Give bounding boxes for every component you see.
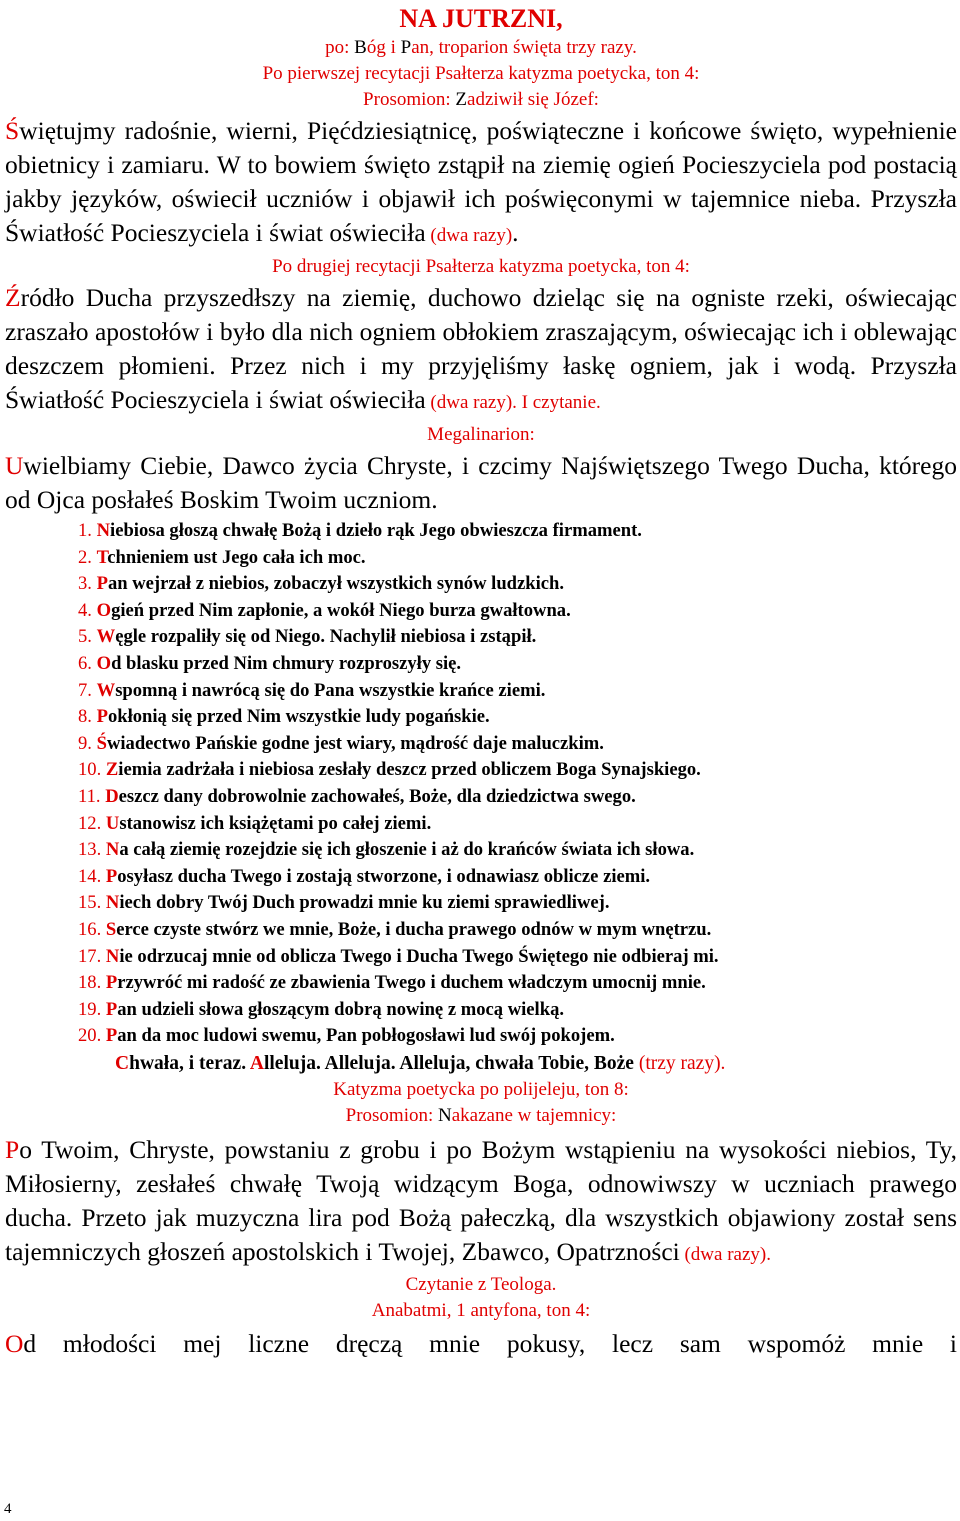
verse-text: an wejrzał z niebios, zobaczył wszystkich synów ludzkich.: [107, 573, 565, 595]
verse-initial: S: [105, 918, 117, 940]
psalm-verse: [78, 678, 957, 705]
anabathmoi-rubric: Anabatmi, 1 antyfona, ton 4:: [371, 1299, 591, 1321]
kathisma1-text: Świętujmy radośnie, wierni, Pięćdziesiątnicę, poświąteczne i końcowe święto, wypełnienie obietnicy i zamiaru. W to bowiem święto zstąpił na ziemię ogień Pocieszyciela pod postacią jakby języków, oświecił uczniów i objawił ich poświęconymi w tajemnice nieba. Przyszła Światłość Pocieszyciela i świat oświeciła (dwa razy).: [5, 116, 957, 247]
drop-initial: Ź: [5, 283, 21, 312]
psalm-verse: [78, 598, 957, 625]
verse-number: 20.: [78, 1025, 106, 1047]
verse-initial: W: [96, 679, 116, 701]
verse-number: 16.: [78, 918, 106, 940]
verse-text: erce czyste stwórz we mnie, Boże, i ducha prawego odnów w mym wnętrzu.: [116, 918, 712, 940]
verse-text: eszcz dany dobrowolnie zachowałeś, Boże, dla dziedzictwa swego.: [118, 785, 636, 807]
verse-initial: O: [96, 599, 112, 621]
megalinarion-rubric: Megalinarion:: [427, 424, 535, 445]
psalm-verse: [78, 757, 957, 784]
verse-text: osyłasz ducha Twego i zostają stworzone, i odnawiasz oblicze ziemi.: [117, 865, 651, 887]
verse-number: 1.: [78, 520, 97, 541]
verse-text: a całą ziemię rozejdzie się ich głoszenie i aż do krańców świata ich słowa.: [119, 839, 695, 861]
verse-initial: W: [96, 626, 116, 648]
verse-number: 8.: [78, 706, 97, 728]
verse-text: d blasku przed Nim chmury rozproszyły się.: [111, 652, 462, 674]
verse-number: 2.: [78, 546, 97, 568]
psalm-verse: [78, 917, 957, 944]
psalm-verses: [5, 518, 957, 1050]
psalm-verse: [78, 571, 957, 598]
drop-initial: P: [5, 1134, 20, 1164]
verse-text: ęgle rozpaliły się od Niego. Nachylił niebiosa i zstąpił.: [115, 626, 537, 648]
verse-initial: Z: [105, 759, 119, 781]
psalm-verse: [78, 624, 957, 651]
verse-text: wiadectwo Pańskie godne jest wiary, mądrość daje maluczkim.: [106, 732, 604, 754]
psalm-verse: [78, 970, 957, 997]
psalm-verse: [78, 837, 957, 864]
psalm-verse: [78, 651, 957, 678]
verse-text: an udzieli słowa głoszącym dobrą nowinę z mocą wielką.: [117, 998, 565, 1020]
verse-initial: P: [96, 573, 108, 595]
verse-initial: O: [96, 652, 112, 674]
verse-number: 7.: [78, 679, 97, 701]
verse-initial: N: [105, 892, 120, 914]
verse-number: 14.: [78, 865, 106, 887]
kathisma1-prosomion: Prosomion: Zadziwił się Józef:: [363, 89, 599, 110]
psalm-verse: [78, 1023, 957, 1050]
troparion-rubric: po: Bóg i Pan, troparion święta trzy razy.: [325, 37, 637, 58]
verse-number: 15.: [78, 892, 106, 914]
verse-text: chnieniem ust Jego cała ich moc.: [107, 546, 366, 568]
verse-number: 3.: [78, 573, 97, 595]
verse-initial: T: [96, 546, 108, 568]
verse-number: 17.: [78, 945, 106, 967]
verse-initial: N: [105, 945, 120, 967]
verse-number: 13.: [78, 839, 106, 861]
kathisma3-prosomion: Prosomion: Nakazane w tajemnicy:: [345, 1104, 617, 1126]
verse-number: 18.: [78, 972, 106, 994]
verse-number: 19.: [78, 998, 106, 1020]
verse-text: ie odrzucaj mnie od oblicza Twego i Ducha Twego Świętego nie odbieraj mi.: [119, 945, 719, 967]
refrain: Przyszła Światłość Pocieszyciela i świat oświeciła: [5, 351, 957, 414]
anabathmoi-text: Od młodości mej liczne dręczą mnie pokusy, lecz sam wspomóż mnie i: [5, 1328, 957, 1358]
verse-number: 6.: [78, 652, 97, 674]
kathisma1-rubric: Po pierwszej recytacji Psałterza katyzma poetycka, ton 4:: [262, 63, 700, 84]
psalm-verse: [78, 704, 957, 731]
psalm-verse: [78, 545, 957, 572]
verse-initial: P: [105, 998, 118, 1020]
verse-initial: D: [105, 785, 119, 807]
verse-text: stanowisz ich książętami po całej ziemi.: [119, 812, 432, 834]
document-page: [5, 0, 957, 1361]
gloria-line: Chwała, i teraz. Alleluja. Alleluja. Alleluja, chwała Tobie, Boże (trzy razy).: [115, 1052, 726, 1074]
verse-text: iemia zadrżała i niebiosa zesłały deszcz przed obliczem Boga Synajskiego.: [118, 759, 701, 781]
psalm-verse: [78, 518, 957, 545]
verse-number: 5.: [78, 626, 97, 648]
psalm-verse: [78, 944, 957, 971]
verse-text: okłonią się przed Nim wszystkie ludy pogańskie.: [107, 706, 490, 728]
verse-number: 10.: [78, 759, 106, 781]
verse-text: rzywróć mi radość ze zbawienia Twego i duchem władczym umocnij mnie.: [117, 972, 706, 994]
psalm-verse: [78, 731, 957, 758]
verse-initial: N: [105, 839, 120, 861]
psalm-verse: [78, 784, 957, 811]
verse-number: 9.: [78, 732, 97, 754]
psalm-verse: [78, 864, 957, 891]
verse-text: an da moc ludowi swemu, Pan pobłogosławi lud swój pokojem.: [117, 1025, 615, 1047]
verse-text: gień przed Nim zapłonie, a wokół Niego burza gwałtowna.: [111, 599, 571, 621]
psalm-verse: [78, 811, 957, 838]
kathisma3-text: Po Twoim, Chryste, powstaniu z grobu i po Bożym wstąpieniu na wysokości niebios, Ty, Miłosierny, zesłałeś chwałę Twoją widzącym Boga, odnowiwszy w uczniach prawego ducha. Przeto jak muzyczna lira pod Bożą pałeczką, dla wszystkich objawiony został sens tajemniczych głoszeń apostolskich i Twojej, Zbawco, Opatrzności (dwa razy).: [5, 1134, 957, 1266]
verse-number: 11.: [78, 785, 106, 807]
verse-initial: N: [96, 520, 111, 541]
verse-number: 4.: [78, 599, 97, 621]
refrain: Przyszła Światłość Pocieszyciela i świat oświeciła: [5, 184, 957, 247]
page-number: 4: [4, 1501, 12, 1517]
megalinarion-text: Uwielbiamy Ciebie, Dawco życia Chryste, i czcimy Najświętszego Twego Ducha, którego od Ojca posłałeś Boskim Twoim uczniom.: [5, 451, 957, 514]
verse-number: 12.: [78, 812, 106, 834]
drop-initial: O: [5, 1328, 24, 1358]
verse-initial: P: [105, 972, 118, 994]
kathisma3-rubric: Katyzma poetycka po polijeleju, ton 8:: [333, 1078, 629, 1100]
page-title: NA JUTRZNI,: [399, 4, 563, 33]
verse-initial: P: [105, 865, 118, 887]
verse-initial: Ś: [96, 732, 107, 754]
verse-text: iech dobry Twój Duch prowadzi mnie ku ziemi sprawiedliwej.: [119, 892, 610, 914]
drop-initial: U: [5, 451, 24, 480]
verse-initial: P: [105, 1025, 118, 1047]
drop-initial: Ś: [5, 116, 20, 145]
kathisma2-rubric: Po drugiej recytacji Psałterza katyzma poetycka, ton 4:: [272, 256, 690, 277]
verse-text: spomną i nawrócą się do Pana wszystkie krańce ziemi.: [115, 679, 546, 701]
reading-rubric: Czytanie z Teologa.: [405, 1273, 557, 1295]
psalm-verse: [78, 890, 957, 917]
verse-text: iebiosa głoszą chwałę Bożą i dzieło rąk Jego obwieszcza firmament.: [110, 520, 642, 541]
verse-initial: P: [96, 706, 108, 728]
kathisma2-text: Źródło Ducha przyszedłszy na ziemię, duchowo dzieląc się na ogniste rzeki, oświecając zraszało apostołów i było dla nich ogniem obłokiem zraszającym, oświecając ich i oblewając deszczem płomieni. Przez nich i my przyjęliśmy łaskę ogniem, jak i wodą. Przyszła Światłość Pocieszyciela i świat oświeciła (dwa razy). I czytanie.: [5, 283, 957, 414]
psalm-verse: [78, 997, 957, 1024]
verse-initial: U: [105, 812, 120, 834]
